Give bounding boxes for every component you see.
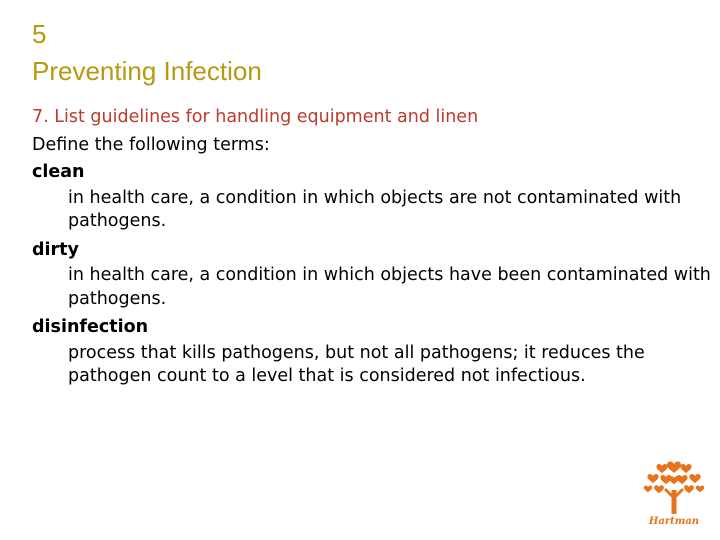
chapter-number: 5 <box>32 19 47 49</box>
page-title: Preventing Infection <box>32 56 262 86</box>
slide-content <box>32 104 712 392</box>
term-dirty: dirty <box>32 239 79 260</box>
logo-text: Hartman <box>648 516 700 527</box>
heart-tree-icon <box>642 456 706 516</box>
term-clean: clean <box>32 162 85 182</box>
intro-text: Define the following terms: <box>32 134 270 155</box>
hartman-logo <box>642 456 706 532</box>
definition-clean: in health care, a condition in which objects are not contaminated with pathogens. <box>68 187 682 231</box>
definition-disinfection: process that kills pathogens, but not all pathogens; it reduces the pathogen count to a level that is considered not infectious. <box>68 342 645 386</box>
definition-dirty: in health care, a condition in which objects have been contaminated with pathogens. <box>68 265 711 309</box>
learning-objective: 7. List guidelines for handling equipment and linen <box>32 107 479 127</box>
term-disinfection: disinfection <box>32 317 149 337</box>
